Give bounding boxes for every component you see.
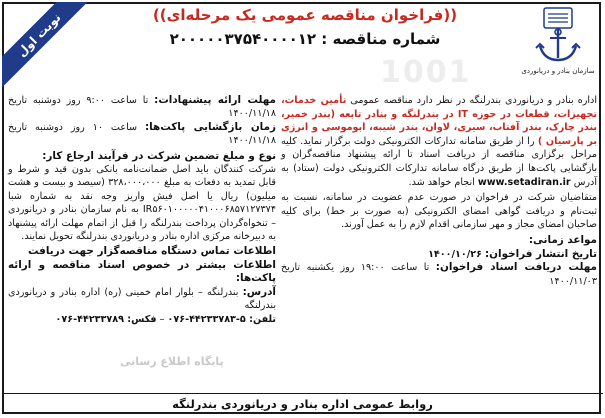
tender-label: شماره مناقصه : — [321, 30, 441, 48]
right-column — [281, 94, 597, 288]
notice-title: ((فراخوان مناقصه عمومی یک مرحله‌ای)) — [152, 6, 458, 24]
publish-date-line — [281, 248, 597, 262]
watermark-digits: 1001 — [380, 55, 472, 90]
submit-deadline-value: تا ساعت ۹:۰۰ روز دوشنبه تاریخ ۱۴۰۰/۱۱/۱۸ — [8, 95, 276, 120]
guarantee-text: شرکت کنندگان باید اصل ضمانت‌نامه بانکی بدون قید و شرط و قابل تمدید به دفعات به مبلغ ۳۲۸،۰۰۰،۰۰۰ (سیصد و بیست و هشت میلیون) ریال یا اصل فیش واریز وجه نقد به شماره شبا IR۵۶۰۱۰۰۰۰۰۴۱۰۰۰۶۸۵۷۱۲۷۳۷۴ به نام سازمان بنادر و دریانوردی – تنخواه‌گردان پرداخت بندرلنگه را قبل از اتمام مهلت ارائه پیشنهاد به دبیرخانه مرکزی اداره بنادر و دریانوردی بندرلنگه تحویل نمایند. — [8, 164, 276, 243]
address-value: بندرلنگه – بلوار امام خمینی (ره) اداره بنادر و دریانوردی بندرلنگه — [8, 286, 276, 312]
guarantee-heading: نوع و مبلغ تضمین شرکت در فرآیند ارجاع کار: — [42, 149, 276, 162]
footer: روابط عمومی اداره بنادر و دریانوردی بندرلنگه — [2, 393, 603, 414]
fax-number: فکس: ۴۴۲۳۳۷۸۹-۰۷۶ — [55, 313, 157, 325]
address-label: آدرس: — [242, 285, 276, 298]
first-round-ribbon: نوبت اول — [2, 2, 93, 89]
deadline-date: تاریخ ۱۴۰۰/۱۱/۰۳ — [281, 262, 597, 287]
deadline-label: مهلت دریافت اسناد فراخوان: — [435, 261, 597, 274]
watermark-text: پایگاه اطلاع رسانی — [120, 355, 224, 368]
deadline-line — [281, 261, 597, 288]
phone-fax-line: تلفن: ۵-۴۴۲۳۳۷۸۳-۰۷۶ – فکس: ۴۴۲۳۳۷۸۹-۰۷۶ — [55, 313, 276, 325]
deadline-value: تا ساعت ۱۹:۰۰ روز یکشنبه — [306, 262, 430, 274]
dates-heading: مواعد زمانی: — [528, 233, 597, 246]
submit-deadline-label: مهلت ارائه پیشنهادات: — [154, 94, 276, 106]
left-column — [8, 94, 276, 326]
opening-line — [8, 121, 276, 148]
anchor-emblem-icon — [530, 6, 586, 66]
tender-number-line — [100, 30, 510, 48]
contact-heading-2: اطلاعات بیشتر در خصوص اسناد مناقصه و ارائه پاکت‌ها: — [8, 258, 276, 285]
opening-label: زمان بازگشایی پاکت‌ها: — [144, 120, 276, 133]
phone-number: تلفن: ۵-۴۴۲۳۳۷۸۳-۰۷۶ — [167, 313, 276, 325]
registration-paragraph: متقاضیان شرکت در فراخوان در صورت عدم عضویت در سامانه، نسبت به ثبت‌نام و دریافت گواهی امضای الکترونیکی (به صورت بر خط) برای کلیه صاحبان امضای مجاز و مهر سازمانی اقدام لازم را به عمل آورند. — [281, 192, 597, 231]
opening-value: ساعت ۱۰ روز دوشنبه تاریخ ۱۴۰۰/۱۱/۱۸ — [8, 121, 276, 147]
tender-number: ۲۰۰۰۰۰۳۷۵۴۰۰۰۰۱۲ — [169, 30, 317, 48]
intro-text: اداره بنادر و دریانوردی بندرلنگه در نظر دارد مناقصه عمومی — [350, 95, 597, 106]
logo-text: سازمان بنادر و دریانوردی — [521, 67, 595, 75]
process-text-end: انجام خواهد شد. — [408, 176, 475, 188]
submit-deadline-line — [8, 94, 276, 121]
website-link[interactable]: www.setadiran.ir — [477, 176, 571, 188]
publish-date-value: ۱۴۰۰/۱۰/۲۶ — [428, 248, 482, 260]
process-text: را از طریق سامانه تدارکات الکترونیکی دولت برگزار نماید. کلیه مراحل برگزاری مناقصه از دریافت اسناد تا ارائه پیشنهاد مناقصه‌گران و بازگشایی پاکت‌ها از طریق درگاه سامانه تدارکات الکترونیکی دولت (ستاد) به آدرس — [281, 135, 597, 188]
intro-paragraph — [281, 94, 597, 189]
contact-heading-1: اطلاعات تماس دستگاه مناقصه‌گزار جهت دریافت — [28, 245, 276, 258]
address-line — [8, 286, 276, 313]
tender-subject: تأمین خدمات، تجهیزات، قطعات در حوزه IT در بندرلنگه و بنادر تابعه (بندر خمیر، بندر چارک، بندر آفتاب، سیری، لاوان، بندر شیبه، ابوموسی و انرژی بر پارسیان ) — [281, 95, 597, 147]
logo — [519, 6, 597, 90]
publish-date-label: تاریخ انتشار فراخوان: — [485, 247, 597, 260]
